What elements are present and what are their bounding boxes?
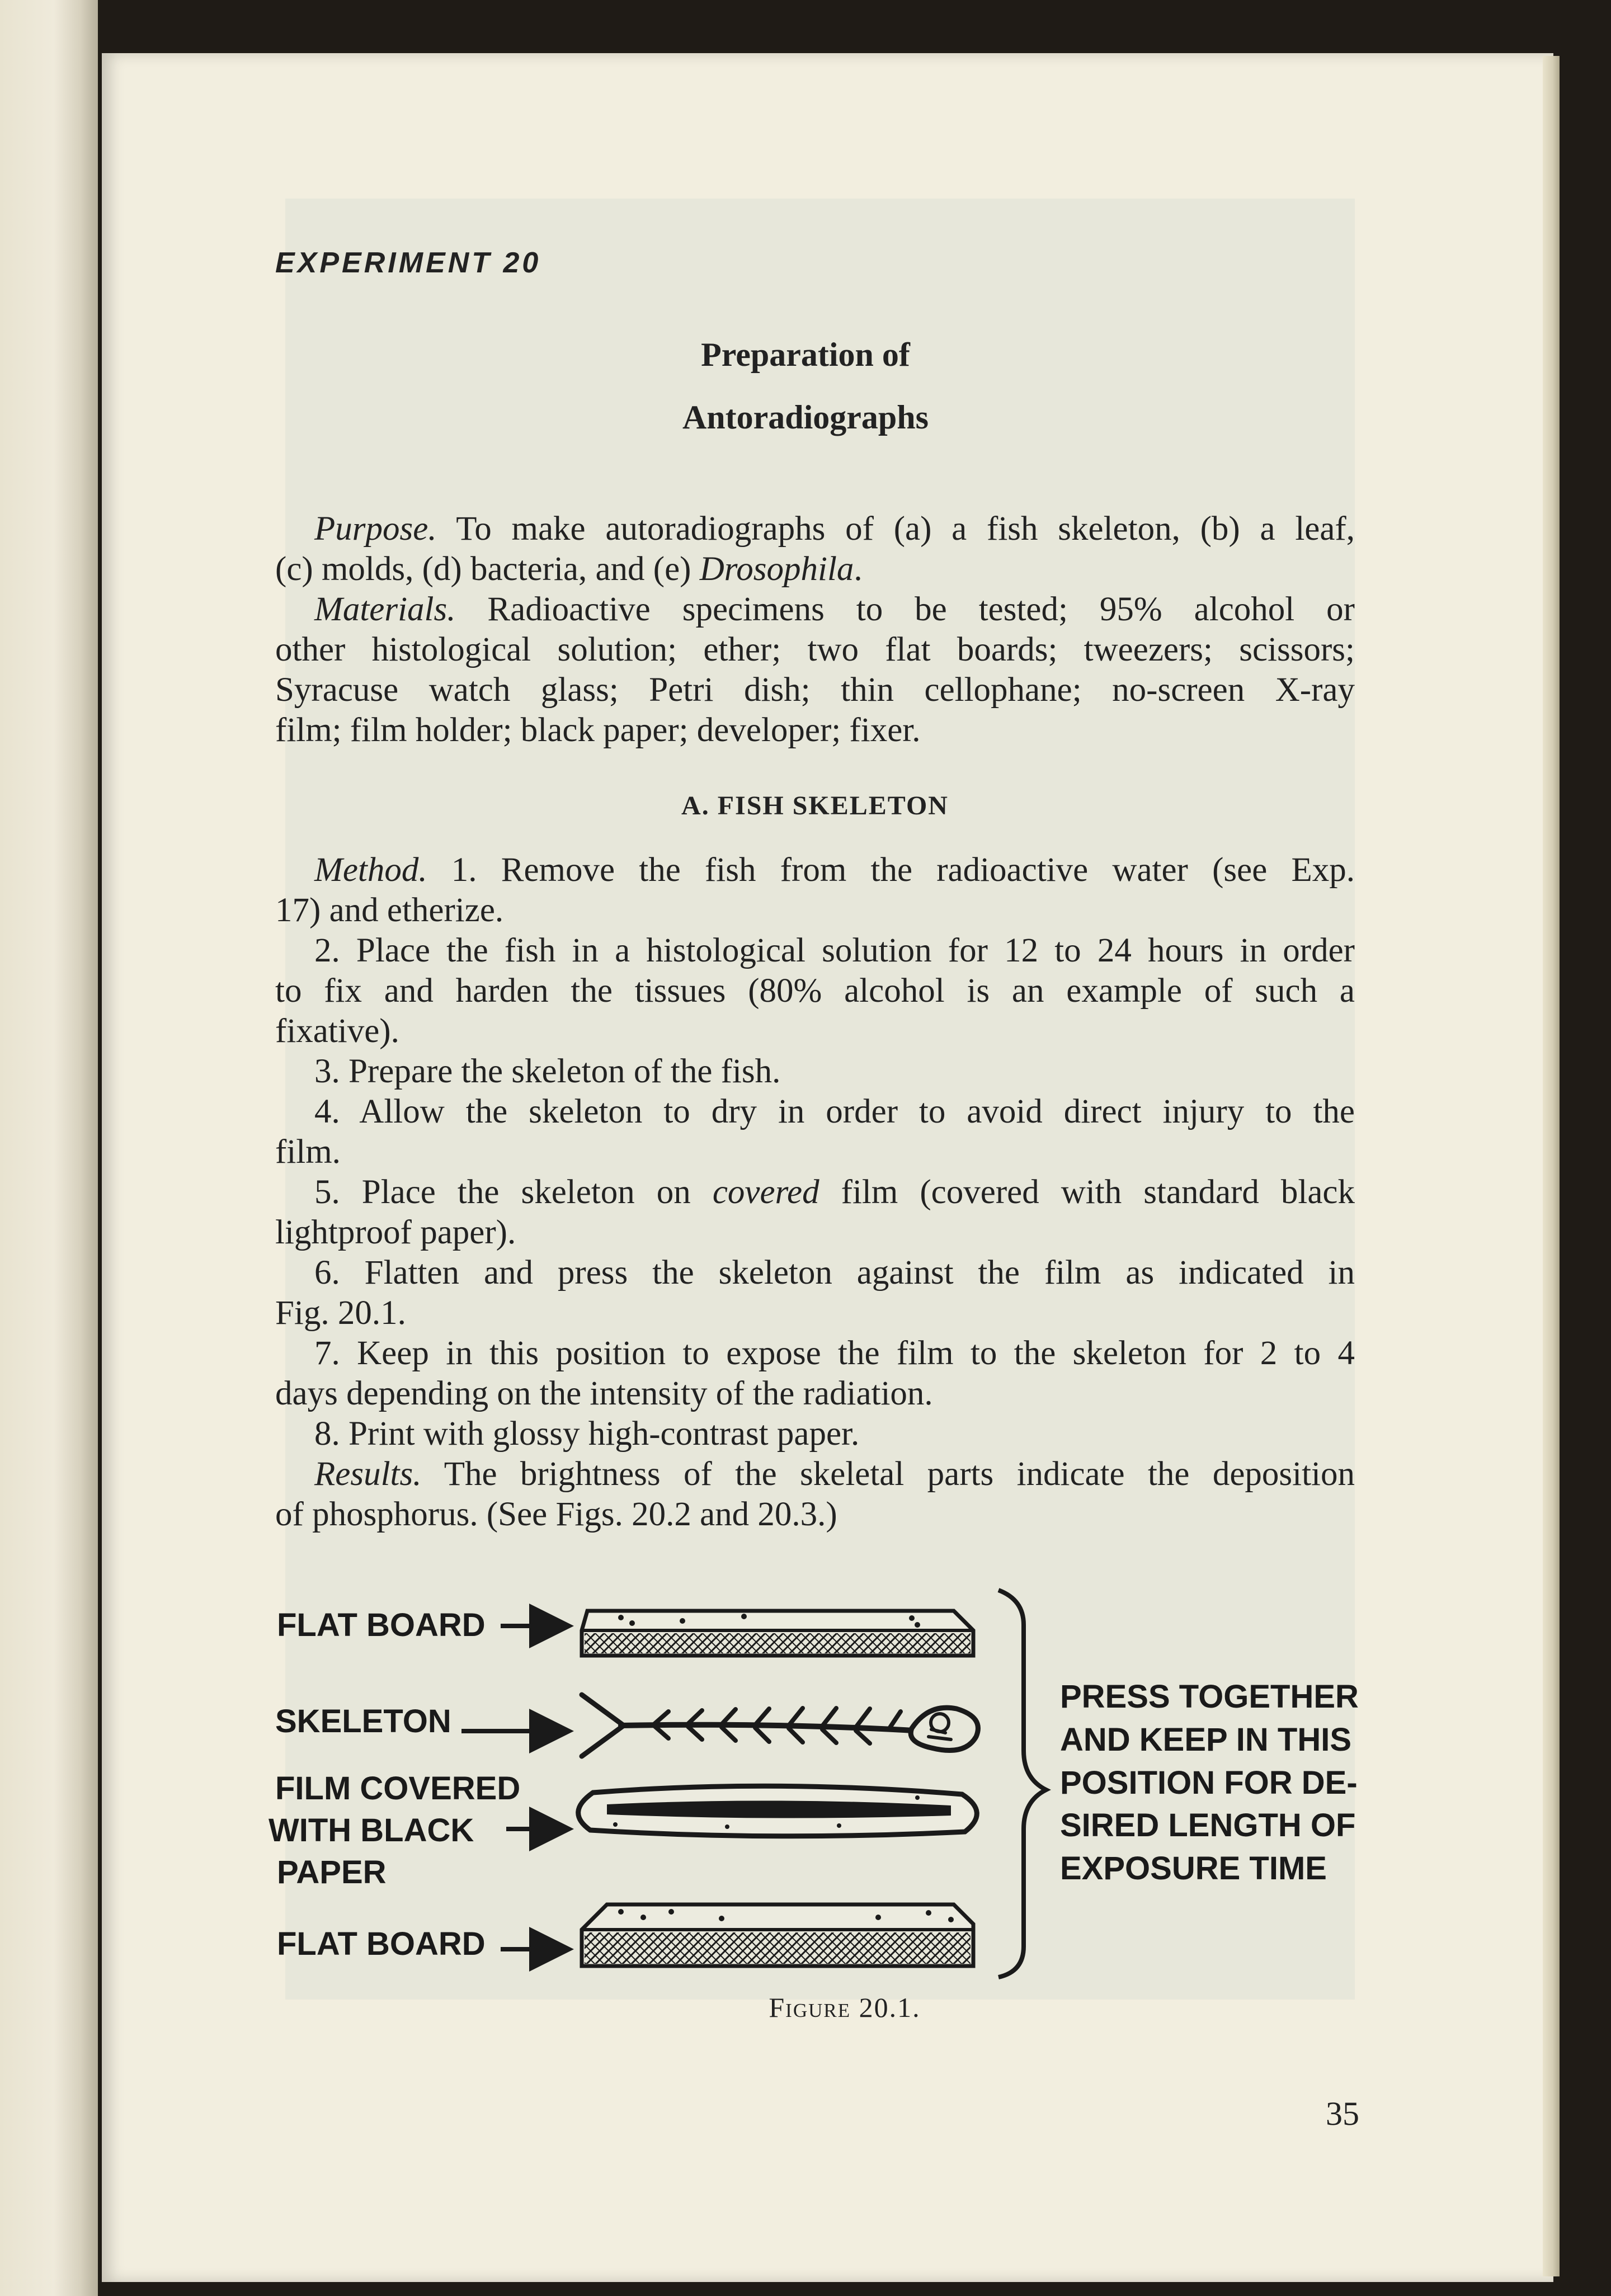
method-step-6-line-1: 6. Flatten and press the skeleton against the film as indicated in bbox=[314, 1254, 1355, 1291]
method-step-2-line-1: 2. Place the fish in a histological solution for 12 to 24 hours in order bbox=[314, 932, 1355, 969]
results-label: Results. bbox=[314, 1455, 422, 1493]
method-step-3: 3. Prepare the skeleton of the fish. bbox=[314, 1053, 781, 1090]
note-line-4: SIRED LENGTH OF bbox=[1060, 1807, 1356, 1844]
bottom-flat-board-drawing bbox=[582, 1904, 973, 1966]
method-step-7-line-1: 7. Keep in this position to expose the film to the skeleton for 2 to 4 bbox=[314, 1335, 1355, 1372]
materials-line-1: Materials. Radioactive specimens to be tested; 95% alcohol or bbox=[314, 591, 1355, 628]
label-film-line-2: WITH BLACK bbox=[268, 1812, 474, 1849]
method-step-2-line-2: to fix and harden the tissues (80% alcohol is an example of such a bbox=[275, 972, 1355, 1010]
purpose-line-2: (c) molds, (d) bacteria, and (e) Drosophila. bbox=[275, 550, 863, 588]
method-step-4-line-2: film. bbox=[275, 1133, 341, 1171]
method-step-7-line-2: days depending on the intensity of the radiation. bbox=[275, 1375, 933, 1412]
page-number: 35 bbox=[1326, 2095, 1359, 2132]
purpose-label: Purpose. bbox=[314, 510, 437, 548]
method-step-6-line-2: Fig. 20.1. bbox=[275, 1294, 406, 1332]
materials-line-4: film; film holder; black paper; developer; fixer. bbox=[275, 711, 921, 749]
note-line-5: EXPOSURE TIME bbox=[1060, 1850, 1327, 1887]
results-line-1: Results. The brightness of the skeletal parts indicate the deposition bbox=[314, 1455, 1355, 1493]
method-step-5-line-1: 5. Place the skeleton on covered film (covered with standard black bbox=[314, 1173, 1355, 1211]
label-film-line-1: FILM COVERED bbox=[275, 1770, 521, 1807]
grouping-bracket bbox=[998, 1590, 1046, 1977]
experiment-header: EXPERIMENT 20 bbox=[275, 247, 541, 279]
label-skeleton: SKELETON bbox=[275, 1703, 451, 1739]
results-line-2: of phosphorus. (See Figs. 20.2 and 20.3.) bbox=[275, 1496, 837, 1533]
top-flat-board-drawing bbox=[582, 1611, 973, 1656]
method-step-1-line-1: Method. 1. Remove the fish from the radioactive water (see Exp. bbox=[314, 851, 1355, 889]
label-flat-board-bottom: FLAT BOARD bbox=[277, 1926, 486, 1962]
method-step-5-line-2: lightproof paper). bbox=[275, 1214, 516, 1251]
note-line-3: POSITION FOR DE- bbox=[1060, 1765, 1358, 1801]
method-label: Method. bbox=[314, 851, 427, 889]
purpose-line-1: Purpose. To make autoradiographs of (a) a fish skeleton, (b) a leaf, bbox=[314, 510, 1355, 548]
method-step-1-line-2: 17) and etherize. bbox=[275, 892, 504, 929]
note-line-1: PRESS TOGETHER bbox=[1060, 1679, 1359, 1715]
method-step-2-line-3: fixative). bbox=[275, 1012, 399, 1050]
label-film-line-3: PAPER bbox=[277, 1854, 387, 1890]
section-heading: A. FISH SKELETON bbox=[681, 791, 949, 821]
materials-line-2: other histological solution; ether; two flat boards; tweezers; scissors; bbox=[275, 631, 1355, 668]
method-step-8: 8. Print with glossy high-contrast paper. bbox=[314, 1415, 860, 1453]
fish-skeleton-drawing bbox=[582, 1695, 978, 1756]
title-line-2: Antoradiographs bbox=[682, 399, 929, 436]
note-line-2: AND KEEP IN THIS bbox=[1060, 1722, 1352, 1758]
label-flat-board-top: FLAT BOARD bbox=[277, 1607, 486, 1643]
title-line-1: Preparation of bbox=[701, 336, 910, 373]
method-step-4-line-1: 4. Allow the skeleton to dry in order to avoid direct injury to the bbox=[314, 1093, 1355, 1130]
materials-label: Materials. bbox=[314, 591, 456, 628]
materials-line-3: Syracuse watch glass; Petri dish; thin cellophane; no-screen X-ray bbox=[275, 671, 1355, 709]
figure-caption: Figure 20.1. bbox=[769, 1992, 921, 2023]
film-packet-drawing bbox=[578, 1786, 977, 1836]
